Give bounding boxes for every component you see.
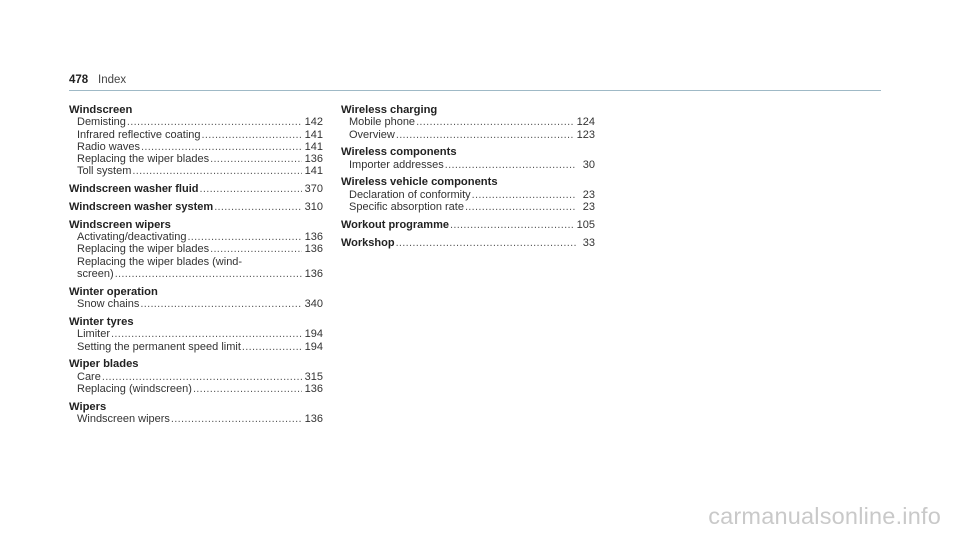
index-entry — [341, 171, 595, 213]
index-entry — [69, 213, 323, 280]
index-entry — [69, 395, 323, 425]
subentry-label: Care — [77, 370, 101, 383]
index-column-left — [69, 104, 323, 425]
subentry-label-cont: screen) — [77, 268, 114, 281]
page-ref: 315 — [304, 370, 323, 383]
page-ref: 141 — [304, 165, 323, 178]
dot-leader — [193, 383, 302, 395]
subentry-label: Overview — [349, 128, 395, 141]
dot-leader — [187, 231, 301, 243]
page-number: 478 — [69, 74, 89, 86]
dot-leader — [200, 183, 302, 195]
index-entry — [341, 141, 595, 171]
index-entry — [341, 231, 595, 249]
index-column-right — [341, 104, 595, 249]
index-subentry[interactable] — [69, 243, 323, 255]
page-ref: 194 — [304, 340, 323, 353]
index-entry — [69, 310, 323, 352]
page-ref: 136 — [304, 153, 323, 166]
subentry-label: Declaration of conformity — [349, 188, 471, 201]
index-heading: Windscreen — [69, 104, 133, 116]
page-ref: 23 — [582, 201, 595, 214]
index-subentry[interactable] — [69, 298, 323, 310]
subentry-label: Specific absorption rate — [349, 201, 464, 214]
dot-leader — [115, 268, 302, 280]
dot-leader — [416, 116, 574, 128]
index-heading: Wiper blades — [69, 358, 139, 371]
dot-leader — [111, 328, 302, 340]
index-subentry[interactable] — [69, 231, 323, 243]
index-subentry[interactable] — [341, 189, 595, 201]
index-heading: Windscreen washer fluid — [69, 183, 199, 196]
index-heading-line[interactable] — [341, 219, 595, 231]
index-subentry[interactable] — [69, 328, 323, 340]
subentry-label: Importer addresses — [349, 158, 444, 171]
index-subentry[interactable] — [69, 116, 323, 128]
index-heading: Wireless charging — [341, 104, 438, 116]
page-header — [69, 72, 881, 91]
index-heading: Windscreen wipers — [69, 218, 171, 231]
subentry-label: Replacing the wiper blades (wind- — [77, 255, 243, 268]
subentry-label: Snow chains — [77, 298, 140, 311]
dot-leader — [465, 201, 576, 213]
dot-leader — [140, 298, 301, 310]
dot-leader — [210, 243, 302, 255]
index-entry — [69, 196, 323, 214]
index-heading: Windscreen washer system — [69, 201, 214, 214]
index-subentry[interactable] — [341, 129, 595, 141]
index-heading-line[interactable] — [69, 201, 323, 213]
index-subentry[interactable] — [69, 165, 323, 177]
page-ref: 142 — [304, 116, 323, 129]
index-subentry[interactable] — [69, 371, 323, 383]
index-heading: Wipers — [69, 400, 107, 413]
dot-leader — [396, 129, 574, 141]
page-ref: 136 — [304, 413, 323, 426]
index-subentry[interactable] — [69, 153, 323, 165]
subentry-label: Replacing (windscreen) — [77, 382, 192, 395]
section-title: Index — [98, 74, 127, 86]
page-ref: 136 — [304, 382, 323, 395]
page-ref: 136 — [304, 231, 323, 244]
page-ref: 123 — [576, 128, 595, 141]
index-entry — [341, 104, 595, 141]
index-subentry-line[interactable] — [69, 256, 323, 268]
page-ref: 30 — [582, 158, 595, 171]
page-ref: 136 — [304, 243, 323, 256]
subentry-label: Mobile phone — [349, 116, 416, 129]
dot-leader — [472, 189, 576, 201]
index-heading: Wireless vehicle components — [341, 176, 498, 189]
page-ref: 370 — [304, 183, 323, 196]
subentry-label: Replacing the wiper blades — [77, 153, 210, 166]
index-heading-line[interactable] — [69, 183, 323, 195]
page-ref: 310 — [304, 201, 323, 214]
index-entry — [69, 280, 323, 310]
page-ref: 136 — [304, 268, 323, 281]
page-ref: 141 — [304, 128, 323, 141]
page-ref: 141 — [304, 140, 323, 153]
page-ref: 340 — [304, 298, 323, 311]
page-ref: 194 — [304, 328, 323, 341]
index-entry — [69, 178, 323, 196]
dot-leader — [202, 129, 302, 141]
dot-leader — [445, 159, 576, 171]
index-entry — [341, 213, 595, 231]
index-heading-line[interactable] — [341, 237, 595, 249]
subentry-label: Windscreen wipers — [77, 413, 170, 426]
index-subentry[interactable] — [69, 341, 323, 353]
dot-leader — [102, 371, 302, 383]
index-heading: Workshop — [341, 236, 395, 249]
dot-leader — [396, 237, 576, 249]
index-subentry-cont[interactable] — [69, 268, 323, 280]
index-heading: Workout programme — [341, 218, 449, 231]
dot-leader — [242, 341, 302, 353]
dot-leader — [171, 413, 302, 425]
dot-leader — [214, 201, 301, 213]
page-ref: 105 — [576, 218, 595, 231]
index-heading: Winter operation — [69, 285, 158, 298]
page-ref: 124 — [576, 116, 595, 129]
subentry-label: Limiter — [77, 328, 111, 341]
subentry-label: Toll system — [77, 165, 132, 178]
index-subentry[interactable] — [341, 116, 595, 128]
subentry-label: Replacing the wiper blades — [77, 243, 210, 256]
index-subentry[interactable] — [69, 141, 323, 153]
page-ref: 23 — [582, 188, 595, 201]
index-subentry[interactable] — [341, 159, 595, 171]
dot-leader — [141, 141, 302, 153]
index-entry — [69, 104, 323, 178]
index-subentry[interactable] — [69, 129, 323, 141]
subentry-label: Activating/deactivating — [77, 231, 187, 244]
subentry-label: Radio waves — [77, 140, 140, 153]
index-subentry[interactable] — [69, 413, 323, 425]
dot-leader — [132, 165, 301, 177]
index-heading: Wireless components — [341, 146, 457, 159]
index-subentry[interactable] — [69, 383, 323, 395]
subentry-label: Infrared reflective coating — [77, 128, 201, 141]
dot-leader — [210, 153, 302, 165]
subentry-label: Demisting — [77, 116, 126, 129]
index-subentry[interactable] — [341, 201, 595, 213]
dot-leader — [450, 219, 574, 231]
dot-leader — [127, 116, 302, 128]
index-heading: Winter tyres — [69, 315, 134, 328]
page-ref: 33 — [582, 236, 595, 249]
watermark-text: carmanualsonline.info — [708, 503, 941, 529]
index-entry — [69, 353, 323, 395]
subentry-label: Setting the permanent speed limit — [77, 340, 241, 353]
